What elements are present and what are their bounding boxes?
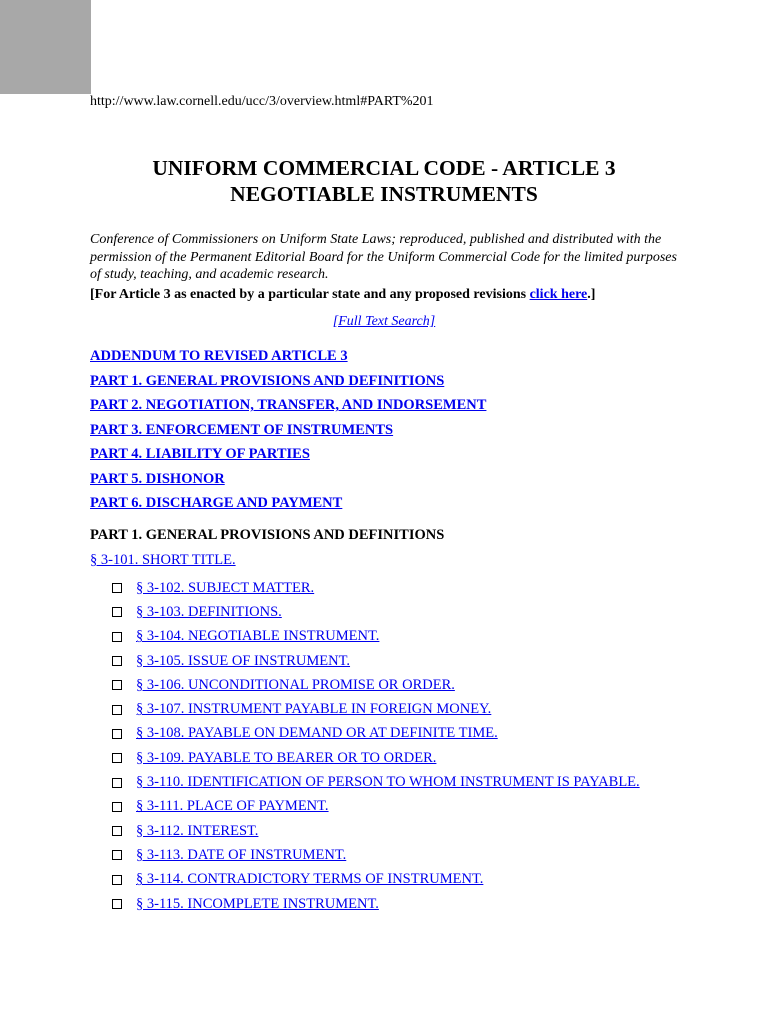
part-link-2[interactable]: PART 2. NEGOTIATION, TRANSFER, AND INDORSEMENT	[90, 397, 487, 413]
corner-gray-block	[0, 0, 91, 94]
part-item	[90, 422, 486, 447]
bullet-box-icon	[112, 680, 122, 690]
click-here-link[interactable]: click here	[529, 287, 588, 302]
part-link-4[interactable]: PART 4. LIABILITY OF PARTIES	[90, 446, 310, 462]
bullet-box-icon	[112, 802, 122, 812]
title-line-1: UNIFORM COMMERCIAL CODE - ARTICLE 3	[152, 156, 616, 180]
list-item	[112, 795, 640, 819]
sections-list	[112, 576, 640, 916]
first-section-row	[90, 552, 236, 569]
list-item	[112, 770, 640, 794]
section-link[interactable]: § 3-114. CONTRADICTORY TERMS OF INSTRUMENT.	[136, 871, 484, 888]
section-link[interactable]: § 3-106. UNCONDITIONAL PROMISE OR ORDER.	[136, 676, 455, 693]
list-item	[112, 600, 640, 624]
list-item	[112, 868, 640, 892]
list-item	[112, 892, 640, 916]
part-item	[90, 373, 486, 398]
bullet-box-icon	[112, 583, 122, 593]
part-item	[90, 446, 486, 471]
bullet-box-icon	[112, 826, 122, 836]
list-item	[112, 673, 640, 697]
part-link-5[interactable]: PART 5. DISHONOR	[90, 470, 225, 487]
intro-paragraph: Conference of Commissioners on Uniform State Laws; reproduced, published and distributed with the permission of the Permanent Editorial Board for the Uniform Commercial Code for the limited purposes of study, teaching, and academic research.	[90, 232, 677, 282]
section-link[interactable]: § 3-110. IDENTIFICATION OF PERSON TO WHOM INSTRUMENT IS PAYABLE.	[136, 774, 640, 791]
list-item	[112, 625, 640, 649]
bullet-box-icon	[112, 632, 122, 642]
part-link-addendum[interactable]: ADDENDUM TO REVISED ARTICLE 3	[90, 348, 348, 364]
part-link-1[interactable]: PART 1. GENERAL PROVISIONS AND DEFINITIONS	[90, 372, 445, 389]
section-link[interactable]: § 3-103. DEFINITIONS.	[136, 603, 282, 620]
section-link[interactable]: § 3-111. PLACE OF PAYMENT.	[136, 798, 329, 815]
section-link[interactable]: § 3-102. SUBJECT MATTER.	[136, 579, 315, 596]
part-item	[90, 348, 486, 373]
section-link[interactable]: § 3-108. PAYABLE ON DEMAND OR AT DEFINITE TIME.	[136, 725, 498, 742]
full-text-search-row	[0, 314, 768, 330]
part-link-6[interactable]: PART 6. DISCHARGE AND PAYMENT	[90, 495, 343, 511]
bullet-box-icon	[112, 753, 122, 763]
section-link[interactable]: § 3-112. INTEREST.	[136, 822, 259, 839]
list-item	[112, 843, 640, 867]
part-item	[90, 397, 486, 422]
source-url: http://www.law.cornell.edu/ucc/3/overview.html#PART%201	[90, 94, 434, 109]
bullet-box-icon	[112, 850, 122, 860]
list-item	[112, 649, 640, 673]
enacted-suffix: .]	[587, 287, 596, 302]
bullet-box-icon	[112, 778, 122, 788]
bullet-box-icon	[112, 656, 122, 666]
list-item	[112, 697, 640, 721]
section-link[interactable]: § 3-107. INSTRUMENT PAYABLE IN FOREIGN MONEY.	[136, 701, 492, 718]
enacted-note	[90, 287, 595, 303]
list-item	[112, 746, 640, 770]
full-text-search-link[interactable]: [Full Text Search]	[332, 314, 436, 329]
bullet-box-icon	[112, 729, 122, 739]
list-item	[112, 819, 640, 843]
bullet-box-icon	[112, 875, 122, 885]
enacted-prefix: [For Article 3 as enacted by a particular state and any proposed revisions	[90, 287, 530, 302]
section-link[interactable]: § 3-113. DATE OF INSTRUMENT.	[136, 846, 347, 863]
part-link-3[interactable]: PART 3. ENFORCEMENT OF INSTRUMENTS	[90, 421, 394, 438]
section-link[interactable]: § 3-115. INCOMPLETE INSTRUMENT.	[136, 895, 379, 912]
section-heading: PART 1. GENERAL PROVISIONS AND DEFINITIONS	[90, 527, 445, 543]
section-link[interactable]: § 3-104. NEGOTIABLE INSTRUMENT.	[136, 628, 380, 645]
page-title	[0, 155, 768, 207]
bullet-box-icon	[112, 899, 122, 909]
bullet-box-icon	[112, 607, 122, 617]
part-item	[90, 471, 486, 496]
section-link[interactable]: § 3-109. PAYABLE TO BEARER OR TO ORDER.	[136, 749, 437, 766]
title-line-2: NEGOTIABLE INSTRUMENTS	[230, 182, 538, 206]
section-link[interactable]: § 3-105. ISSUE OF INSTRUMENT.	[136, 652, 351, 669]
part-item	[90, 495, 486, 520]
section-link-3-101[interactable]: § 3-101. SHORT TITLE.	[90, 552, 236, 568]
bullet-box-icon	[112, 705, 122, 715]
parts-list	[90, 348, 486, 520]
list-item	[112, 722, 640, 746]
list-item	[112, 576, 640, 600]
